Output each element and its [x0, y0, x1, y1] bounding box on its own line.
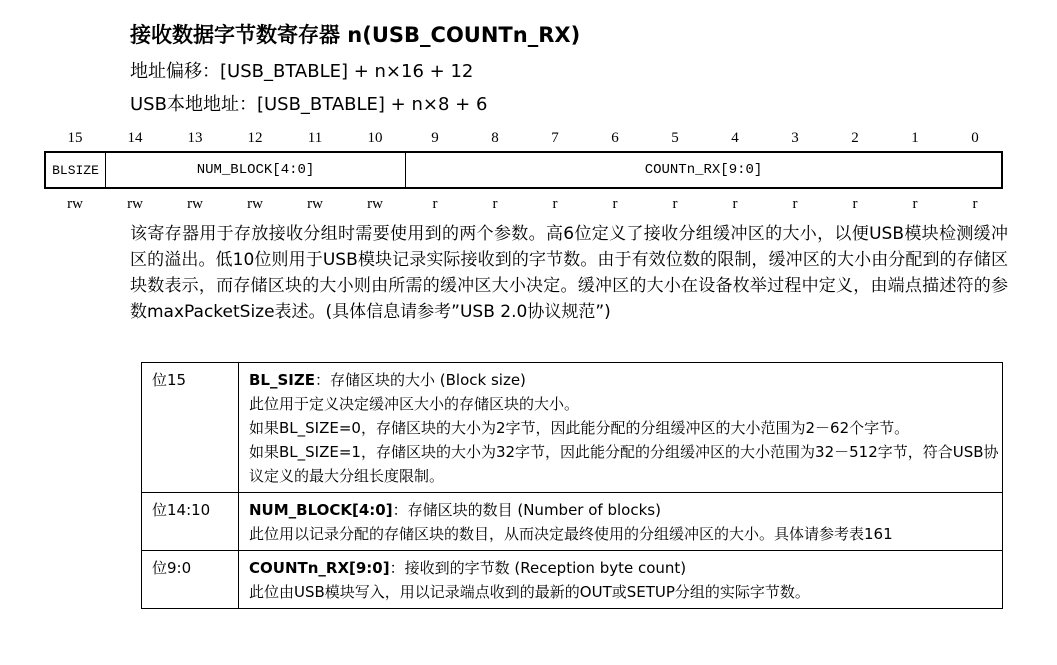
bit-number-12: 12 [247, 130, 263, 146]
field-desc-line: 此位用于定义决定缓冲区大小的存储区块的大小。 [249, 395, 580, 413]
register-bit-layout [44, 151, 1003, 189]
field-desc-line: 如果BL_SIZE=1，存储区块的大小为32字节，因此能分配的分组缓冲区的大小范围为32－512字节，符合USB协议定义的最大分组长度限制。 [249, 443, 999, 485]
access-bit-8: r [492, 196, 498, 212]
field-name: COUNTn_RX[9:0] [249, 559, 390, 577]
register-description: 该寄存器用于存放接收分组时需要使用到的两个参数。高6位定义了接收分组缓冲区的大小，以便USB模块检测缓冲区的溢出。低10位则用于USB模块记录实际接收到的字节数。由于有效位数的限制，缓冲区的大小由分配到的存储区块数表示，而存储区块的大小则由所需的缓冲区大小决定。缓冲区的大小在设备枚举过程中定义，由端点描述符的参数maxPacketSize表述。(具体信息请参考”USB 2.0协议规范”) [130, 224, 1008, 322]
field-name-desc: ：存储区块的大小 (Block size) [315, 371, 526, 389]
bit-number-7: 7 [551, 130, 559, 146]
access-bit-13: rw [187, 196, 203, 212]
access-bit-7: r [552, 196, 558, 212]
table-row [142, 551, 1003, 609]
bit-number-5: 5 [671, 130, 679, 146]
access-bit-3: r [792, 196, 798, 212]
access-bit-1: r [912, 196, 918, 212]
field-name: NUM_BLOCK[4:0] [249, 501, 393, 519]
field-name: BL_SIZE [249, 371, 315, 389]
table-row [142, 363, 1003, 493]
field-countn-rx: COUNTn_RX[9:0] [405, 153, 1001, 187]
bit-range: 位9:0 [142, 551, 239, 609]
table-row [142, 493, 1003, 551]
access-bit-6: r [612, 196, 618, 212]
bit-number-15: 15 [67, 130, 83, 146]
field-definition [239, 363, 1003, 493]
bit-number-10: 10 [367, 130, 383, 146]
bit-number-1: 1 [911, 130, 919, 146]
address-offset: 地址偏移：[USB_BTABLE] + n×16 + 12 [130, 61, 474, 82]
bit-number-3: 3 [791, 130, 799, 146]
access-bit-0: r [972, 196, 978, 212]
bit-number-4: 4 [731, 130, 739, 146]
field-name-desc: ：接收到的字节数 (Reception byte count) [389, 559, 687, 577]
bit-range: 位14:10 [142, 493, 239, 551]
register-title: 接收数据字节数寄存器 n(USB_COUNTn_RX) [130, 23, 581, 47]
field-heading [249, 556, 1002, 580]
field-name-desc: ：存储区块的数目 (Number of blocks) [392, 501, 661, 519]
access-bit-2: r [852, 196, 858, 212]
bit-number-2: 2 [851, 130, 859, 146]
access-bit-9: r [432, 196, 438, 212]
bit-number-0: 0 [971, 130, 979, 146]
field-definition [239, 493, 1003, 551]
field-heading [249, 368, 1002, 392]
bit-number-6: 6 [611, 130, 619, 146]
field-blsize: BLSIZE [52, 162, 99, 178]
field-heading [249, 498, 1002, 522]
access-bit-10: rw [367, 196, 383, 212]
access-bit-15: rw [67, 196, 83, 212]
field-desc-line: 如果BL_SIZE=0，存储区块的大小为2字节，因此能分配的分组缓冲区的大小范围为2－62个字节。 [249, 419, 910, 437]
bit-number-14: 14 [127, 130, 143, 146]
access-bit-12: rw [247, 196, 263, 212]
access-bit-5: r [672, 196, 678, 212]
bit-definition-table [141, 362, 1003, 609]
bit-number-13: 13 [187, 130, 203, 146]
bit-number-11: 11 [307, 130, 323, 146]
field-definition [239, 551, 1003, 609]
field-desc-line: 此位用以记录分配的存储区块的数目，从而决定最终使用的分组缓冲区的大小。具体请参考表161 [249, 525, 893, 543]
field-desc-line: 此位由USB模块写入，用以记录端点收到的最新的OUT或SETUP分组的实际字节数。 [249, 583, 810, 601]
bit-number-8: 8 [491, 130, 499, 146]
access-bit-11: rw [307, 196, 323, 212]
bit-range: 位15 [142, 363, 239, 493]
field-num-block: NUM_BLOCK[4:0] [105, 153, 405, 187]
bit-number-9: 9 [431, 130, 439, 146]
access-bit-14: rw [127, 196, 143, 212]
access-bit-4: r [732, 196, 738, 212]
local-address: USB本地地址：[USB_BTABLE] + n×8 + 6 [130, 94, 488, 115]
